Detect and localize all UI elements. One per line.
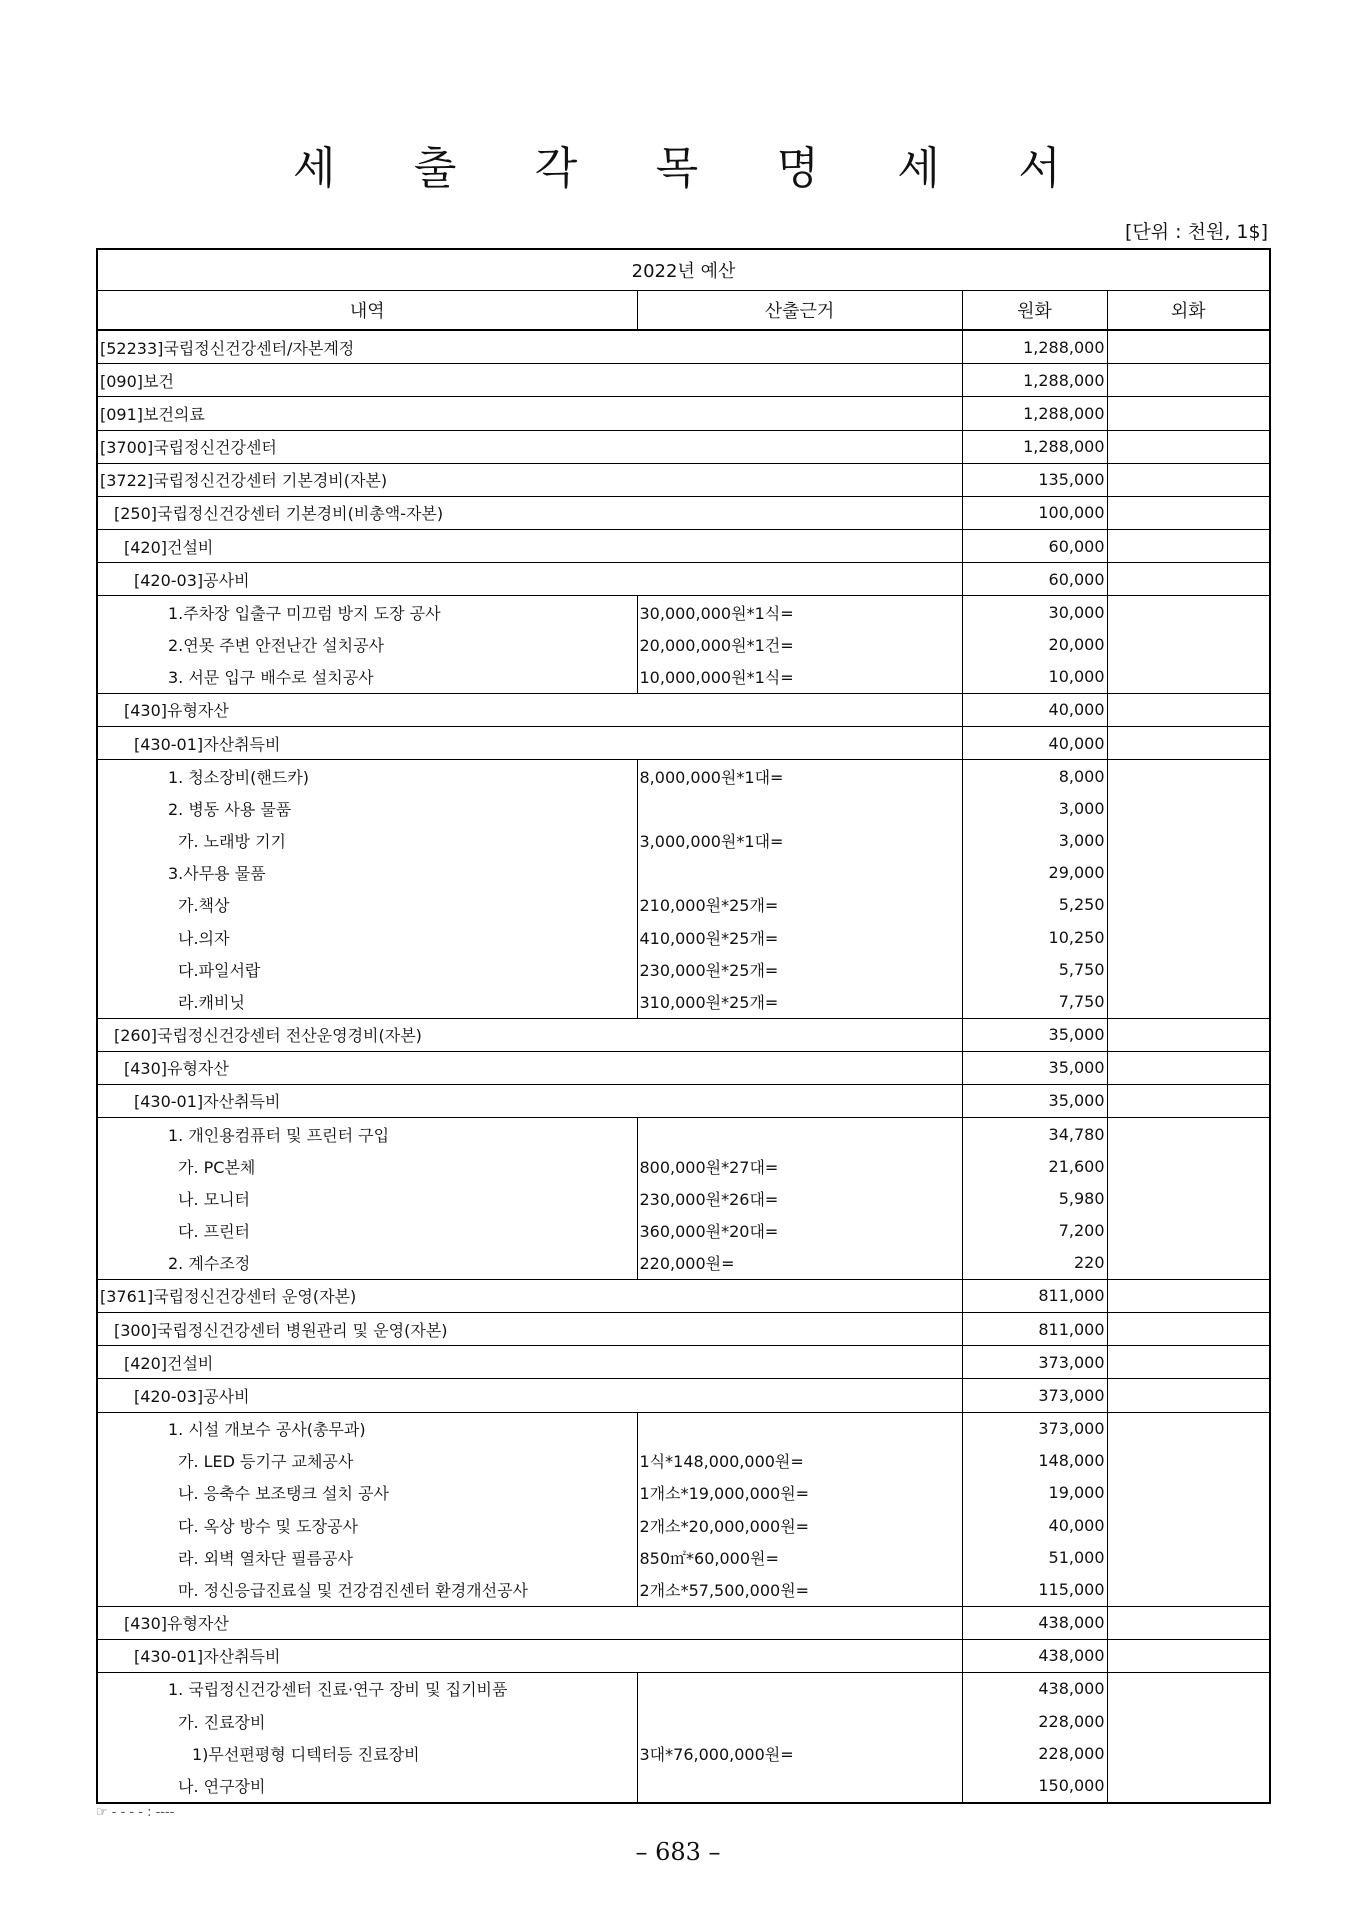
row-krw-amount: 35,000 [962,1018,1107,1051]
table-row [97,463,1270,496]
row-foreign-amount [1107,1672,1270,1705]
table-row [97,1118,1270,1151]
row-basis [637,1118,962,1151]
row-krw-amount: 1,288,000 [962,397,1107,430]
row-krw-amount: 811,000 [962,1279,1107,1312]
row-foreign-amount [1107,364,1270,397]
table-row [97,1639,1270,1672]
row-basis: 310,000원*25개= [637,985,962,1018]
table-row [97,1279,1270,1312]
row-description: 나.의자 [97,921,637,953]
row-foreign-amount [1107,596,1270,629]
row-foreign-amount [1107,1150,1270,1182]
row-krw-amount: 5,250 [962,889,1107,921]
row-krw-amount: 29,000 [962,857,1107,889]
column-header-krw: 원화 [962,291,1107,331]
row-krw-amount: 10,000 [962,661,1107,694]
row-foreign-amount [1107,430,1270,463]
row-basis: 230,000원*25개= [637,953,962,985]
row-description: [430-01]자산취득비 [97,1639,962,1672]
budget-table-body [97,330,1270,1803]
table-row [97,563,1270,596]
row-description: 가. 진료장비 [97,1705,637,1737]
row-description: 가. 노래방 기기 [97,825,637,857]
table-row [97,1672,1270,1705]
row-krw-amount: 220 [962,1247,1107,1280]
row-foreign-amount [1107,760,1270,793]
row-description: 1.주차장 입출구 미끄럼 방지 도장 공사 [97,596,637,629]
row-description: [420]건설비 [97,530,962,563]
table-row [97,792,1270,824]
row-krw-amount: 60,000 [962,530,1107,563]
row-krw-amount: 438,000 [962,1672,1107,1705]
row-description: [420-03]공사비 [97,563,962,596]
row-description: [430]유형자산 [97,1051,962,1084]
row-krw-amount: 7,200 [962,1215,1107,1247]
row-krw-amount: 40,000 [962,1509,1107,1541]
row-krw-amount: 21,600 [962,1150,1107,1182]
table-row [97,1541,1270,1573]
row-description: [260]국립정신건강센터 전산운영경비(자본) [97,1018,962,1051]
row-description: [52233]국립정신건강센터/자본계정 [97,330,962,364]
table-row [97,629,1270,661]
row-foreign-amount [1107,1639,1270,1672]
row-description: 다. 옥상 방수 및 도장공사 [97,1509,637,1541]
row-foreign-amount [1107,1279,1270,1312]
row-description: [420]건설비 [97,1346,962,1379]
row-krw-amount: 7,750 [962,985,1107,1018]
year-header: 2022년 예산 [97,249,1270,291]
row-basis: 1개소*19,000,000원= [637,1477,962,1509]
row-foreign-amount [1107,953,1270,985]
row-krw-amount: 5,980 [962,1182,1107,1214]
row-description: 나. 연구장비 [97,1769,637,1803]
row-basis: 1식*148,000,000원= [637,1445,962,1477]
row-foreign-amount [1107,1541,1270,1573]
row-foreign-amount [1107,1051,1270,1084]
page-title: 세 출 각 목 명 세 서 [292,143,1064,194]
row-krw-amount: 5,750 [962,953,1107,985]
table-row [97,1379,1270,1412]
row-foreign-amount [1107,1084,1270,1117]
row-krw-amount: 135,000 [962,463,1107,496]
table-row [97,1215,1270,1247]
row-basis: 800,000원*27대= [637,1150,962,1182]
row-foreign-amount [1107,985,1270,1018]
table-row [97,596,1270,629]
row-description: [430-01]자산취득비 [97,727,962,760]
table-row [97,1018,1270,1051]
row-krw-amount: 30,000 [962,596,1107,629]
table-row [97,1769,1270,1803]
table-row [97,1737,1270,1769]
row-description: 마. 정신응급진료실 및 건강검진센터 환경개선공사 [97,1573,637,1606]
row-description: 다.파일서랍 [97,953,637,985]
row-description: [090]보건 [97,364,962,397]
table-row [97,825,1270,857]
table-row [97,1412,1270,1445]
table-row [97,889,1270,921]
row-krw-amount: 34,780 [962,1118,1107,1151]
table-row [97,1150,1270,1182]
row-description: 다. 프린터 [97,1215,637,1247]
table-row [97,530,1270,563]
row-foreign-amount [1107,792,1270,824]
table-row [97,496,1270,529]
page-number: – 683 – [635,1838,721,1866]
row-krw-amount: 51,000 [962,1541,1107,1573]
row-description: 2. 병동 사용 물품 [97,792,637,824]
row-foreign-amount [1107,397,1270,430]
row-foreign-amount [1107,1509,1270,1541]
row-description: [430]유형자산 [97,1606,962,1639]
row-basis: 2개소*57,500,000원= [637,1573,962,1606]
row-description: 가. LED 등기구 교체공사 [97,1445,637,1477]
row-foreign-amount [1107,1313,1270,1346]
table-row [97,1182,1270,1214]
row-foreign-amount [1107,496,1270,529]
column-header-description: 내역 [97,291,637,331]
row-foreign-amount [1107,889,1270,921]
row-krw-amount: 811,000 [962,1313,1107,1346]
row-description: 나. 모니터 [97,1182,637,1214]
table-row [97,760,1270,793]
table-row [97,1084,1270,1117]
row-basis [637,1672,962,1705]
table-row [97,397,1270,430]
row-description: [430]유형자산 [97,693,962,726]
row-krw-amount: 8,000 [962,760,1107,793]
row-krw-amount: 1,288,000 [962,330,1107,364]
row-description: [300]국립정신건강센터 병원관리 및 운영(자본) [97,1313,962,1346]
footnote: ☞ - - - - : ---- [96,1805,175,1820]
table-row [97,364,1270,397]
table-row [97,1051,1270,1084]
row-basis: 220,000원= [637,1247,962,1280]
row-foreign-amount [1107,1346,1270,1379]
row-foreign-amount [1107,1247,1270,1280]
row-description: 2. 계수조정 [97,1247,637,1280]
row-basis [637,792,962,824]
row-basis: 8,000,000원*1대= [637,760,962,793]
row-krw-amount: 20,000 [962,629,1107,661]
row-description: 1. 시설 개보수 공사(총무과) [97,1412,637,1445]
row-basis: 20,000,000원*1건= [637,629,962,661]
row-krw-amount: 40,000 [962,727,1107,760]
row-description: 1. 국립정신건강센터 진료·연구 장비 및 집기비품 [97,1672,637,1705]
row-basis [637,857,962,889]
table-row [97,430,1270,463]
row-description: 가. PC본체 [97,1150,637,1182]
row-krw-amount: 438,000 [962,1639,1107,1672]
row-basis [637,1705,962,1737]
row-basis: 30,000,000원*1식= [637,596,962,629]
column-header-basis: 산출근거 [637,291,962,331]
table-row [97,1445,1270,1477]
row-krw-amount: 115,000 [962,1573,1107,1606]
row-foreign-amount [1107,1445,1270,1477]
row-basis: 3대*76,000,000원= [637,1737,962,1769]
row-description: [3722]국립정신건강센터 기본경비(자본) [97,463,962,496]
row-foreign-amount [1107,1573,1270,1606]
row-basis [637,1412,962,1445]
row-description: [091]보건의료 [97,397,962,430]
table-row [97,661,1270,694]
table-row [97,953,1270,985]
column-header-foreign: 외화 [1107,291,1270,331]
row-basis: 3,000,000원*1대= [637,825,962,857]
row-krw-amount: 1,288,000 [962,430,1107,463]
row-description: [3700]국립정신건강센터 [97,430,962,463]
row-foreign-amount [1107,921,1270,953]
table-row [97,857,1270,889]
row-krw-amount: 19,000 [962,1477,1107,1509]
row-description: 라.캐비닛 [97,985,637,1018]
row-description: 라. 외벽 열차단 필름공사 [97,1541,637,1573]
row-foreign-amount [1107,1705,1270,1737]
row-krw-amount: 3,000 [962,825,1107,857]
table-row [97,1573,1270,1606]
row-description: 나. 응축수 보조탱크 설치 공사 [97,1477,637,1509]
row-description: [250]국립정신건강센터 기본경비(비총액-자본) [97,496,962,529]
row-foreign-amount [1107,530,1270,563]
table-row [97,1313,1270,1346]
row-description: [420-03]공사비 [97,1379,962,1412]
row-description: 1. 청소장비(핸드카) [97,760,637,793]
table-row [97,693,1270,726]
table-row [97,921,1270,953]
row-basis: 2개소*20,000,000원= [637,1509,962,1541]
row-foreign-amount [1107,1182,1270,1214]
row-basis: 360,000원*20대= [637,1215,962,1247]
row-basis: 10,000,000원*1식= [637,661,962,694]
row-foreign-amount [1107,330,1270,364]
row-description: 1. 개인용컴퓨터 및 프린터 구입 [97,1118,637,1151]
row-description: [430-01]자산취득비 [97,1084,962,1117]
table-row [97,1606,1270,1639]
row-description: 3.사무용 물품 [97,857,637,889]
row-description: [3761]국립정신건강센터 운영(자본) [97,1279,962,1312]
row-foreign-amount [1107,825,1270,857]
row-description: 1)무선편평형 디텍터등 진료장비 [97,1737,637,1769]
row-basis [637,1769,962,1803]
row-krw-amount: 148,000 [962,1445,1107,1477]
row-description: 2.연못 주변 안전난간 설치공사 [97,629,637,661]
row-foreign-amount [1107,1379,1270,1412]
row-krw-amount: 228,000 [962,1705,1107,1737]
table-row [97,1346,1270,1379]
row-basis: 230,000원*26대= [637,1182,962,1214]
row-foreign-amount [1107,1018,1270,1051]
row-krw-amount: 373,000 [962,1412,1107,1445]
row-description: 가.책상 [97,889,637,921]
row-krw-amount: 40,000 [962,693,1107,726]
row-krw-amount: 60,000 [962,563,1107,596]
row-foreign-amount [1107,1769,1270,1803]
budget-table [96,248,1271,1804]
table-row [97,727,1270,760]
row-basis: 850㎡*60,000원= [637,1541,962,1573]
table-row [97,1705,1270,1737]
table-row [97,1477,1270,1509]
row-krw-amount: 100,000 [962,496,1107,529]
row-foreign-amount [1107,563,1270,596]
row-krw-amount: 373,000 [962,1379,1107,1412]
row-description: 3. 서문 입구 배수로 설치공사 [97,661,637,694]
unit-note: [단위 : 천원, 1$] [1125,221,1268,243]
row-foreign-amount [1107,727,1270,760]
row-basis: 210,000원*25개= [637,889,962,921]
row-basis: 410,000원*25개= [637,921,962,953]
row-foreign-amount [1107,1118,1270,1151]
row-krw-amount: 1,288,000 [962,364,1107,397]
row-krw-amount: 35,000 [962,1051,1107,1084]
table-row [97,1247,1270,1280]
table-row [97,330,1270,364]
row-foreign-amount [1107,1477,1270,1509]
table-row [97,985,1270,1018]
row-krw-amount: 438,000 [962,1606,1107,1639]
row-foreign-amount [1107,1215,1270,1247]
table-row [97,1509,1270,1541]
row-foreign-amount [1107,1606,1270,1639]
row-krw-amount: 3,000 [962,792,1107,824]
row-foreign-amount [1107,661,1270,694]
row-foreign-amount [1107,1412,1270,1445]
row-krw-amount: 228,000 [962,1737,1107,1769]
row-foreign-amount [1107,629,1270,661]
row-krw-amount: 10,250 [962,921,1107,953]
row-foreign-amount [1107,1737,1270,1769]
row-krw-amount: 35,000 [962,1084,1107,1117]
row-krw-amount: 150,000 [962,1769,1107,1803]
row-foreign-amount [1107,463,1270,496]
row-foreign-amount [1107,693,1270,726]
row-foreign-amount [1107,857,1270,889]
row-krw-amount: 373,000 [962,1346,1107,1379]
